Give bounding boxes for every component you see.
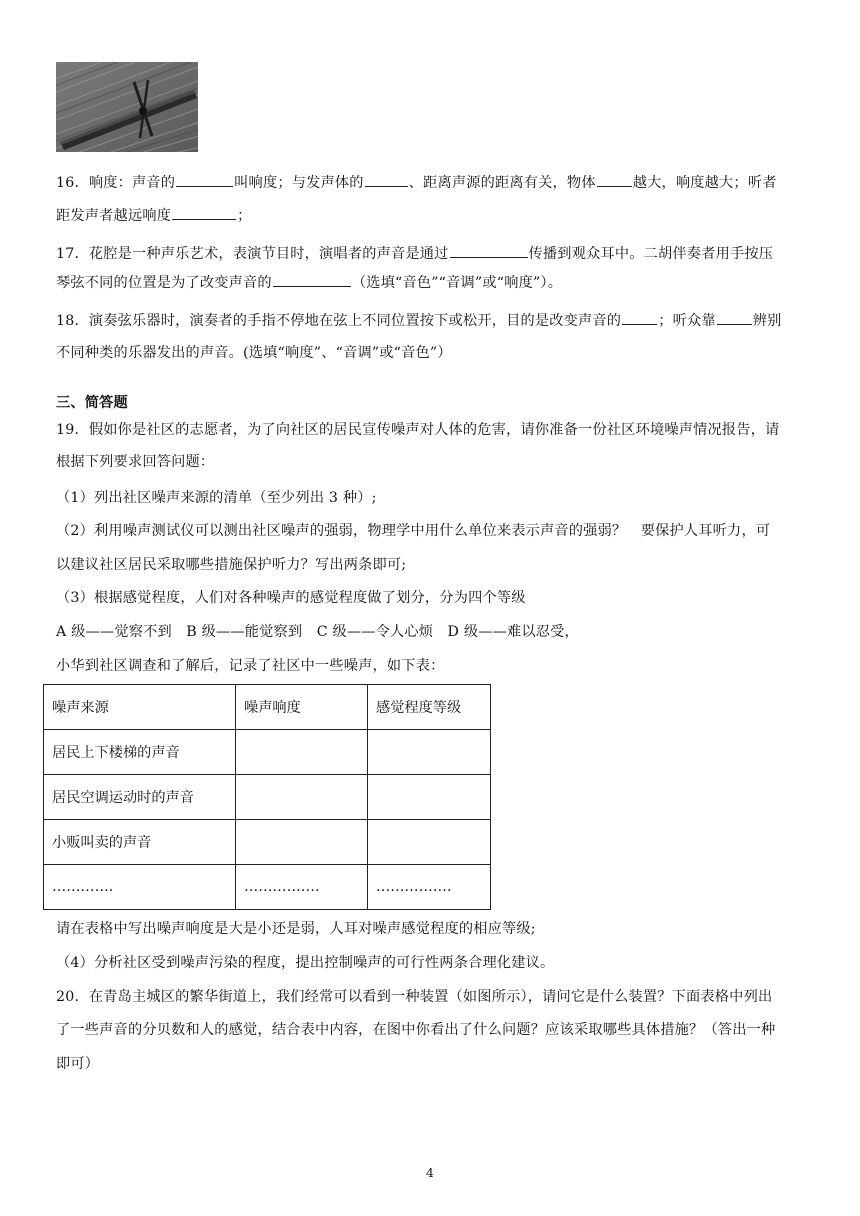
- q16-blank-1[interactable]: [176, 172, 233, 187]
- q16-line1: 16．响度：声音的 叫响度；与发声体的 、距离声源的距离有关，物体 越大，响度越大；听者: [56, 172, 777, 193]
- table-row: [44, 730, 491, 775]
- q17-line2: 琴弦不同的位置是为了改变声音的 （选填“音色”“音调”或“响度”）。: [56, 272, 562, 293]
- table-header-row: [44, 685, 491, 730]
- q19-part3: （3）根据感觉程度，人们对各种噪声的感觉程度做了划分，分为四个等级: [56, 590, 526, 606]
- q16-blank-4[interactable]: [172, 205, 236, 220]
- q19-survey: 小华到社区调查和了解后，记录了社区中一些噪声，如下表：: [56, 658, 445, 674]
- table-cell: ………….: [44, 865, 236, 910]
- q20-line2: 了一些声音的分贝数和人的感觉，结合表中内容，在图中你看出了什么问题？应该采取哪些具体措施？（答出一种: [56, 1022, 776, 1038]
- q16-line2: 距发声者越远响度 ；: [56, 205, 252, 226]
- flute-photo: [56, 62, 198, 152]
- table-header: 噪声来源: [44, 685, 236, 730]
- q20-line1: 20．在青岛主城区的繁华街道上，我们经常可以看到一种装置（如图所示），请问它是什么装置？下面表格中列出: [56, 989, 773, 1005]
- q19-part2a: （2）利用噪声测试仪可以测出社区噪声的强弱，物理学中用什么单位来表示声音的强弱？ 要保护人耳听力，可: [56, 523, 771, 539]
- table-cell[interactable]: [236, 775, 368, 820]
- table-cell[interactable]: [236, 730, 368, 775]
- q19-levels: A 级——觉察不到 B 级——能觉察到 C 级——令人心烦 D 级——难以忍受，: [56, 624, 579, 640]
- table-cell: …………….: [236, 865, 368, 910]
- table-cell: 小贩叫卖的声音: [44, 820, 236, 865]
- q17-line1: 17．花腔是一种声乐艺术，表演节目时，演唱者的声音是通过 传播到观众耳中。二胡伴奏者用手按压: [56, 243, 773, 264]
- q19-line1: 19．假如你是社区的志愿者，为了向社区的居民宣传噪声对人体的危害，请你准备一份社区环境噪声情况报告，请: [56, 422, 780, 438]
- table-header: 感觉程度等级: [368, 685, 491, 730]
- noise-table: [43, 684, 491, 910]
- section-title: 三、简答题: [56, 395, 128, 411]
- table-cell: 居民空调运动时的声音: [44, 775, 236, 820]
- q18-line1: 18．演奏弦乐器时，演奏者的手指不停地在弦上不同位置按下或松开，目的是改变声音的 ；听众靠 辨别: [56, 310, 782, 331]
- q17-blank-2[interactable]: [273, 272, 351, 287]
- page-number: 4: [426, 1166, 434, 1180]
- table-cell: 居民上下楼梯的声音: [44, 730, 236, 775]
- q20-line3: 即可）: [56, 1056, 100, 1072]
- q19-part1: （1）列出社区噪声来源的清单（至少列出 3 种）;: [56, 490, 377, 506]
- table-row: [44, 820, 491, 865]
- table-header: 噪声响度: [236, 685, 368, 730]
- table-cell[interactable]: [236, 820, 368, 865]
- q18-line2: 不同种类的乐器发出的声音。(选填“响度”、“音调”或“音色”）: [56, 345, 452, 361]
- table-cell: …………….: [368, 865, 491, 910]
- table-row: [44, 775, 491, 820]
- q19-part4: （4）分析社区受到噪声污染的程度，提出控制噪声的可行性两条合理化建议。: [56, 955, 555, 971]
- q16-blank-3[interactable]: [597, 172, 632, 187]
- q19-line2: 根据下列要求回答问题：: [56, 454, 215, 470]
- q16-blank-2[interactable]: [365, 172, 408, 187]
- table-cell[interactable]: [368, 820, 491, 865]
- table-row: [44, 865, 491, 910]
- table-cell[interactable]: [368, 730, 491, 775]
- q18-blank-1[interactable]: [622, 310, 657, 325]
- q19-part2b: 以建议社区居民采取哪些措施保护听力？写出两条即可;: [56, 557, 407, 573]
- q17-blank-1[interactable]: [450, 243, 528, 258]
- q19-table-note: 请在表格中写出噪声响度是大是小还是弱，人耳对噪声感觉程度的相应等级;: [56, 921, 536, 937]
- table-cell[interactable]: [368, 775, 491, 820]
- q18-blank-2[interactable]: [717, 310, 752, 325]
